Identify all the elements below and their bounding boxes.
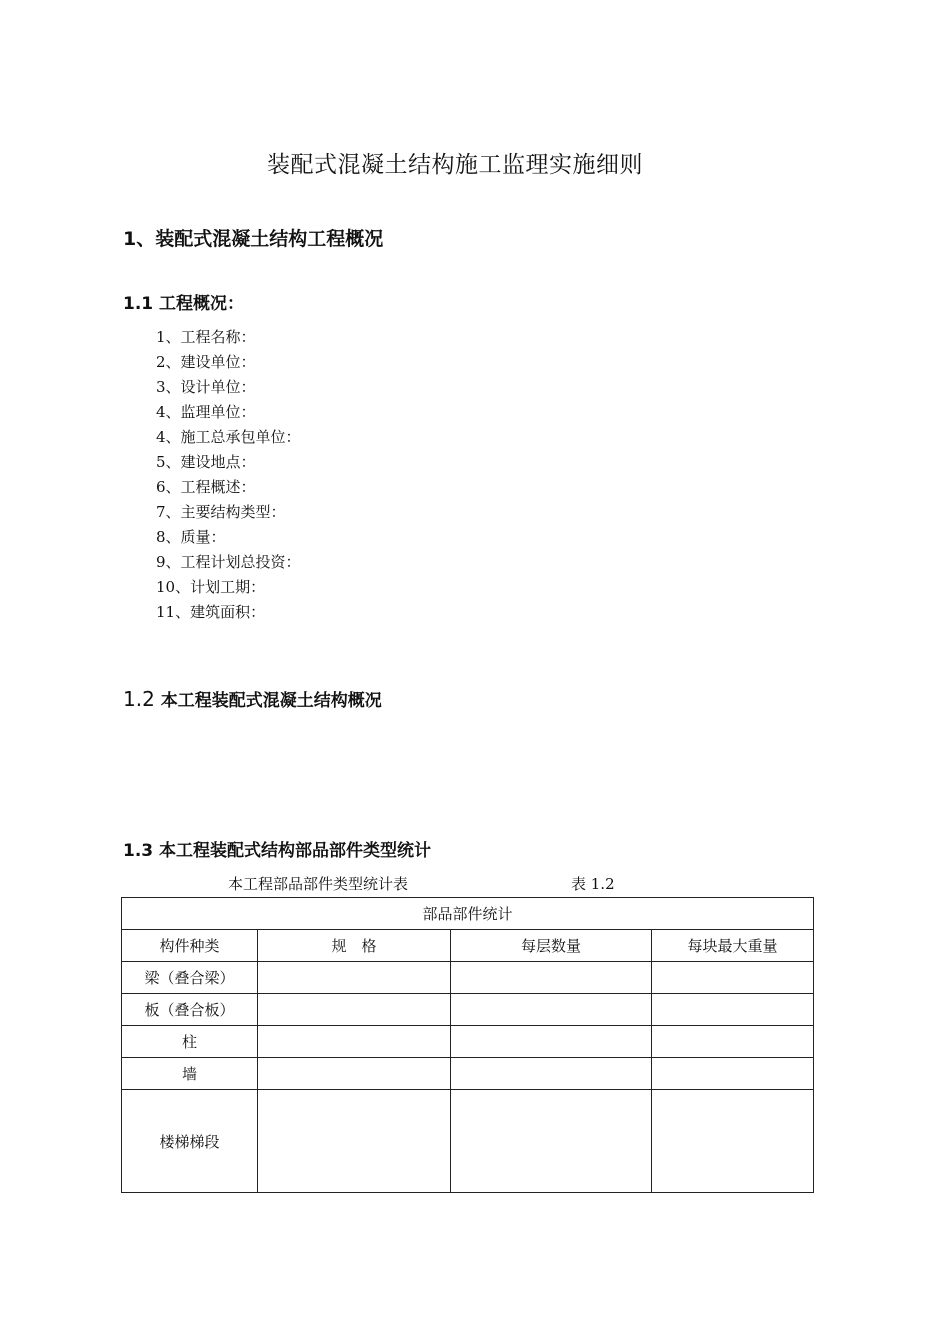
column-header: 每层数量: [451, 930, 652, 962]
list-item: 2、建设单位：: [156, 353, 256, 371]
table-cell[interactable]: [451, 994, 652, 1026]
table-cell[interactable]: [258, 1058, 451, 1090]
list-item: 11、建筑面积：: [156, 603, 266, 621]
list-item: 4、监理单位：: [156, 403, 256, 421]
table-cell: 板（叠合板）: [122, 994, 258, 1026]
section-1-heading: 1、装配式混凝土结构工程概况: [123, 228, 384, 250]
table-cell[interactable]: [451, 1058, 652, 1090]
table-group-header: 部品部件统计: [122, 898, 814, 930]
section-number: 1.2: [123, 687, 155, 711]
list-item: 3、设计单位：: [156, 378, 256, 396]
table-cell[interactable]: [258, 1090, 451, 1193]
list-item: 4、施工总承包单位：: [156, 428, 301, 446]
list-item: 6、工程概述：: [156, 478, 256, 496]
list-item: 9、工程计划总投资：: [156, 553, 301, 571]
section-1-1-heading: 1.1 工程概况：: [123, 294, 245, 314]
table-cell[interactable]: [652, 962, 814, 994]
list-item: 10、计划工期：: [156, 578, 266, 596]
table-cell[interactable]: [652, 1026, 814, 1058]
document-title: 装配式混凝土结构施工监理实施细则: [267, 152, 643, 178]
table-cell[interactable]: [652, 1058, 814, 1090]
section-1-2-heading: [123, 686, 382, 711]
column-header: 每块最大重量: [652, 930, 814, 962]
table-cell: 梁（叠合梁）: [122, 962, 258, 994]
table-cell: 墙: [122, 1058, 258, 1090]
column-header: 规 格: [258, 930, 451, 962]
table-row: [122, 1090, 814, 1193]
table-cell: 柱: [122, 1026, 258, 1058]
table-row: [122, 1058, 814, 1090]
project-info-list: [156, 326, 301, 626]
table-cell[interactable]: [451, 1090, 652, 1193]
list-item: 1、工程名称：: [156, 328, 256, 346]
table-cell[interactable]: [451, 962, 652, 994]
list-item: 5、建设地点：: [156, 453, 256, 471]
table-header-row: [122, 930, 814, 962]
section-title: 本工程装配式混凝土结构概况: [160, 691, 382, 711]
table-cell[interactable]: [258, 994, 451, 1026]
column-header: 构件种类: [122, 930, 258, 962]
component-stats-table: [121, 897, 814, 1193]
table-row: [122, 1026, 814, 1058]
table-group-header-row: [122, 898, 814, 930]
table-number: 表 1.2: [571, 875, 615, 893]
table-cell[interactable]: [258, 962, 451, 994]
table-cell[interactable]: [258, 1026, 451, 1058]
table-cell[interactable]: [652, 1090, 814, 1193]
section-1-3-heading: 1.3 本工程装配式结构部品部件类型统计: [123, 841, 432, 861]
table-row: [122, 994, 814, 1026]
list-item: 8、质量：: [156, 528, 226, 546]
table-caption: 本工程部品部件类型统计表: [228, 875, 409, 893]
list-item: 7、主要结构类型：: [156, 503, 286, 521]
table-cell[interactable]: [652, 994, 814, 1026]
table-cell: 楼梯梯段: [122, 1090, 258, 1193]
table-row: [122, 962, 814, 994]
table-cell[interactable]: [451, 1026, 652, 1058]
